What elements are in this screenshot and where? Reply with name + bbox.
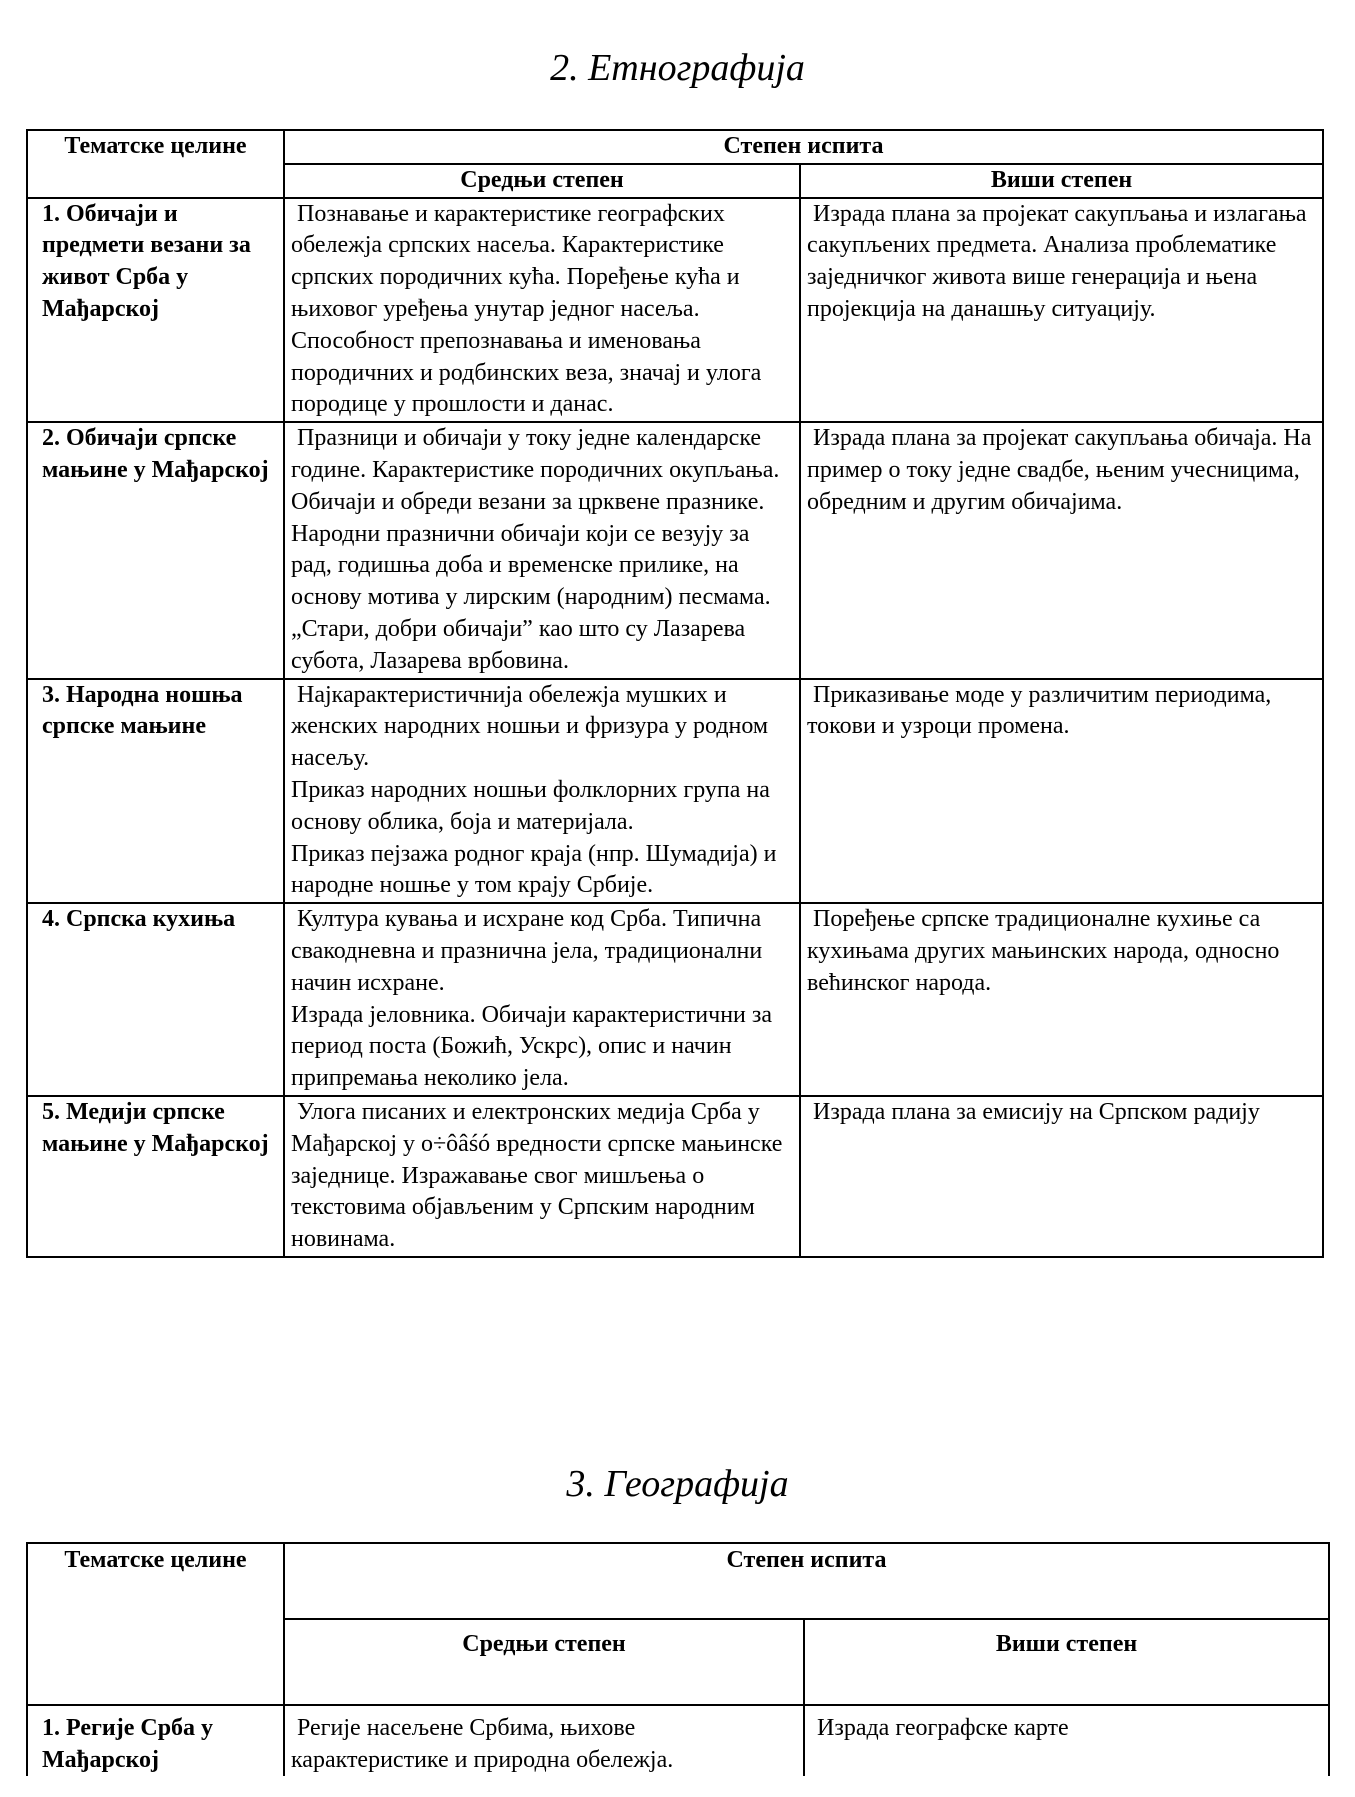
theme-cell: 5. Медији српске мањине у Мађарској: [27, 1096, 284, 1257]
table-row: [27, 422, 1323, 678]
header-middle-level: Средњи степен: [284, 164, 800, 198]
middle-level-paragraph: Улога писаних и електронских медија Срба у Мађарској у о÷ôâśó вредности српске мањинске заједнице. Изражавање свог мишљења о текстовима објављеним у Српским народним новинама.: [291, 1098, 783, 1253]
middle-level-cell: [284, 422, 800, 678]
middle-level-cell: [284, 1096, 800, 1257]
header-theme: Тематске целине: [27, 1543, 284, 1705]
header-theme: Тематске целине: [27, 130, 284, 198]
header-middle-level: Средњи степен: [284, 1619, 804, 1705]
header-exam-level: Степен испита: [284, 130, 1323, 164]
header-exam-level: Степен испита: [284, 1543, 1329, 1619]
middle-level-cell: [284, 198, 800, 423]
middle-level-paragraph: Способност препознавања и именовања породичних и родбинских веза, значај и улога породице у прошлости и данас.: [291, 327, 762, 418]
header-higher-level: Виши степен: [804, 1619, 1329, 1705]
higher-level-paragraph: Израда плана за емисију на Српском радију: [813, 1098, 1260, 1125]
table-row: [27, 1096, 1323, 1257]
middle-level-paragraph: Најкарактеристичнија обележја мушких и женских народних ношњи и фризура у родном насељу.: [291, 681, 769, 772]
middle-level-paragraph: Регије насељене Србима, њихове карактеристике и природна обележја.: [291, 1715, 674, 1773]
higher-level-cell: [800, 903, 1323, 1096]
middle-level-paragraph: Приказ народних ношњи фолклорних група на основу облика, боја и материјала.: [291, 776, 770, 835]
higher-level-paragraph: Приказивање моде у различитим периодима, токови и узроци промена.: [807, 681, 1272, 740]
theme-cell: 4. Српска кухиња: [27, 903, 284, 1096]
middle-level-paragraph: Култура кувања и исхране код Срба. Типична свакодневна и празнична јела, традиционални начин исхране.: [291, 906, 763, 996]
higher-level-paragraph: Израда географске карте: [817, 1715, 1069, 1741]
theme-cell: 3. Народна ношња српске мањине: [27, 679, 284, 904]
middle-level-cell: [284, 1705, 804, 1776]
middle-level-cell: [284, 679, 800, 904]
middle-level-paragraph: Приказ пејзажа родног краја (нпр. Шумадија) и народне ношње у том крају Србије.: [291, 840, 777, 899]
middle-level-paragraph: Празници и обичаји у току једне календарске године. Карактеристике породичних окупљања. Обичаји и обреди везани за црквене празнике. Народни празнични обичаји који се везују за рад, годишња доба и временске прилике, на основу мотива у лирским (народним) песмама. „Стари, добри обичаји” као што су Лазарева субота, Лазарева врбовина.: [291, 425, 780, 674]
middle-level-cell: [284, 903, 800, 1096]
section-title-ethnography: 2. Етнографија: [550, 47, 805, 89]
higher-level-cell: [800, 422, 1323, 678]
table-row: [27, 903, 1323, 1096]
higher-level-cell: [800, 198, 1323, 423]
middle-level-paragraph: Израда јеловника. Обичаји карактеристични за период поста (Божић, Ускрс), опис и начин припремања неколико јела.: [291, 1001, 773, 1092]
middle-level-paragraph: Познавање и карактеристике географских обележја српских насеља. Карактеристике српских породичних кућа. Поређење кућа и њиховог уређења унутар једног насеља.: [291, 200, 740, 322]
table-row: [27, 1705, 1329, 1776]
theme-cell: 2. Обичаји српске мањине у Мађарској: [27, 422, 284, 678]
table-row: [27, 198, 1323, 423]
higher-level-cell: [800, 679, 1323, 904]
ethnography-table: [26, 129, 1324, 1258]
higher-level-paragraph: Израда плана за пројекат сакупљања и излагања сакупљених предмета. Анализа проблематике заједничког живота више генерација и њена пројекција на данашњу ситуацију.: [807, 200, 1307, 322]
higher-level-cell: [800, 1096, 1323, 1257]
higher-level-paragraph: Поређење српске традиционалне кухиње са кухињама других мањинских народа, односно већинског народа.: [807, 906, 1280, 996]
theme-cell: 1. Регије Срба у Мађарској: [27, 1705, 284, 1776]
section-title-geography: 3. Географија: [566, 1463, 789, 1505]
higher-level-paragraph: Израда плана за пројекат сакупљања обичаја. На пример о току једне свадбе, њеним учесницима, обредним и другим обичајима.: [807, 425, 1312, 515]
table-row: [27, 679, 1323, 904]
header-higher-level: Виши степен: [800, 164, 1323, 198]
higher-level-cell: [804, 1705, 1329, 1776]
theme-cell: 1. Обичаји и предмети везани за живот Срба у Мађарској: [27, 198, 284, 423]
geography-table: [26, 1542, 1330, 1776]
